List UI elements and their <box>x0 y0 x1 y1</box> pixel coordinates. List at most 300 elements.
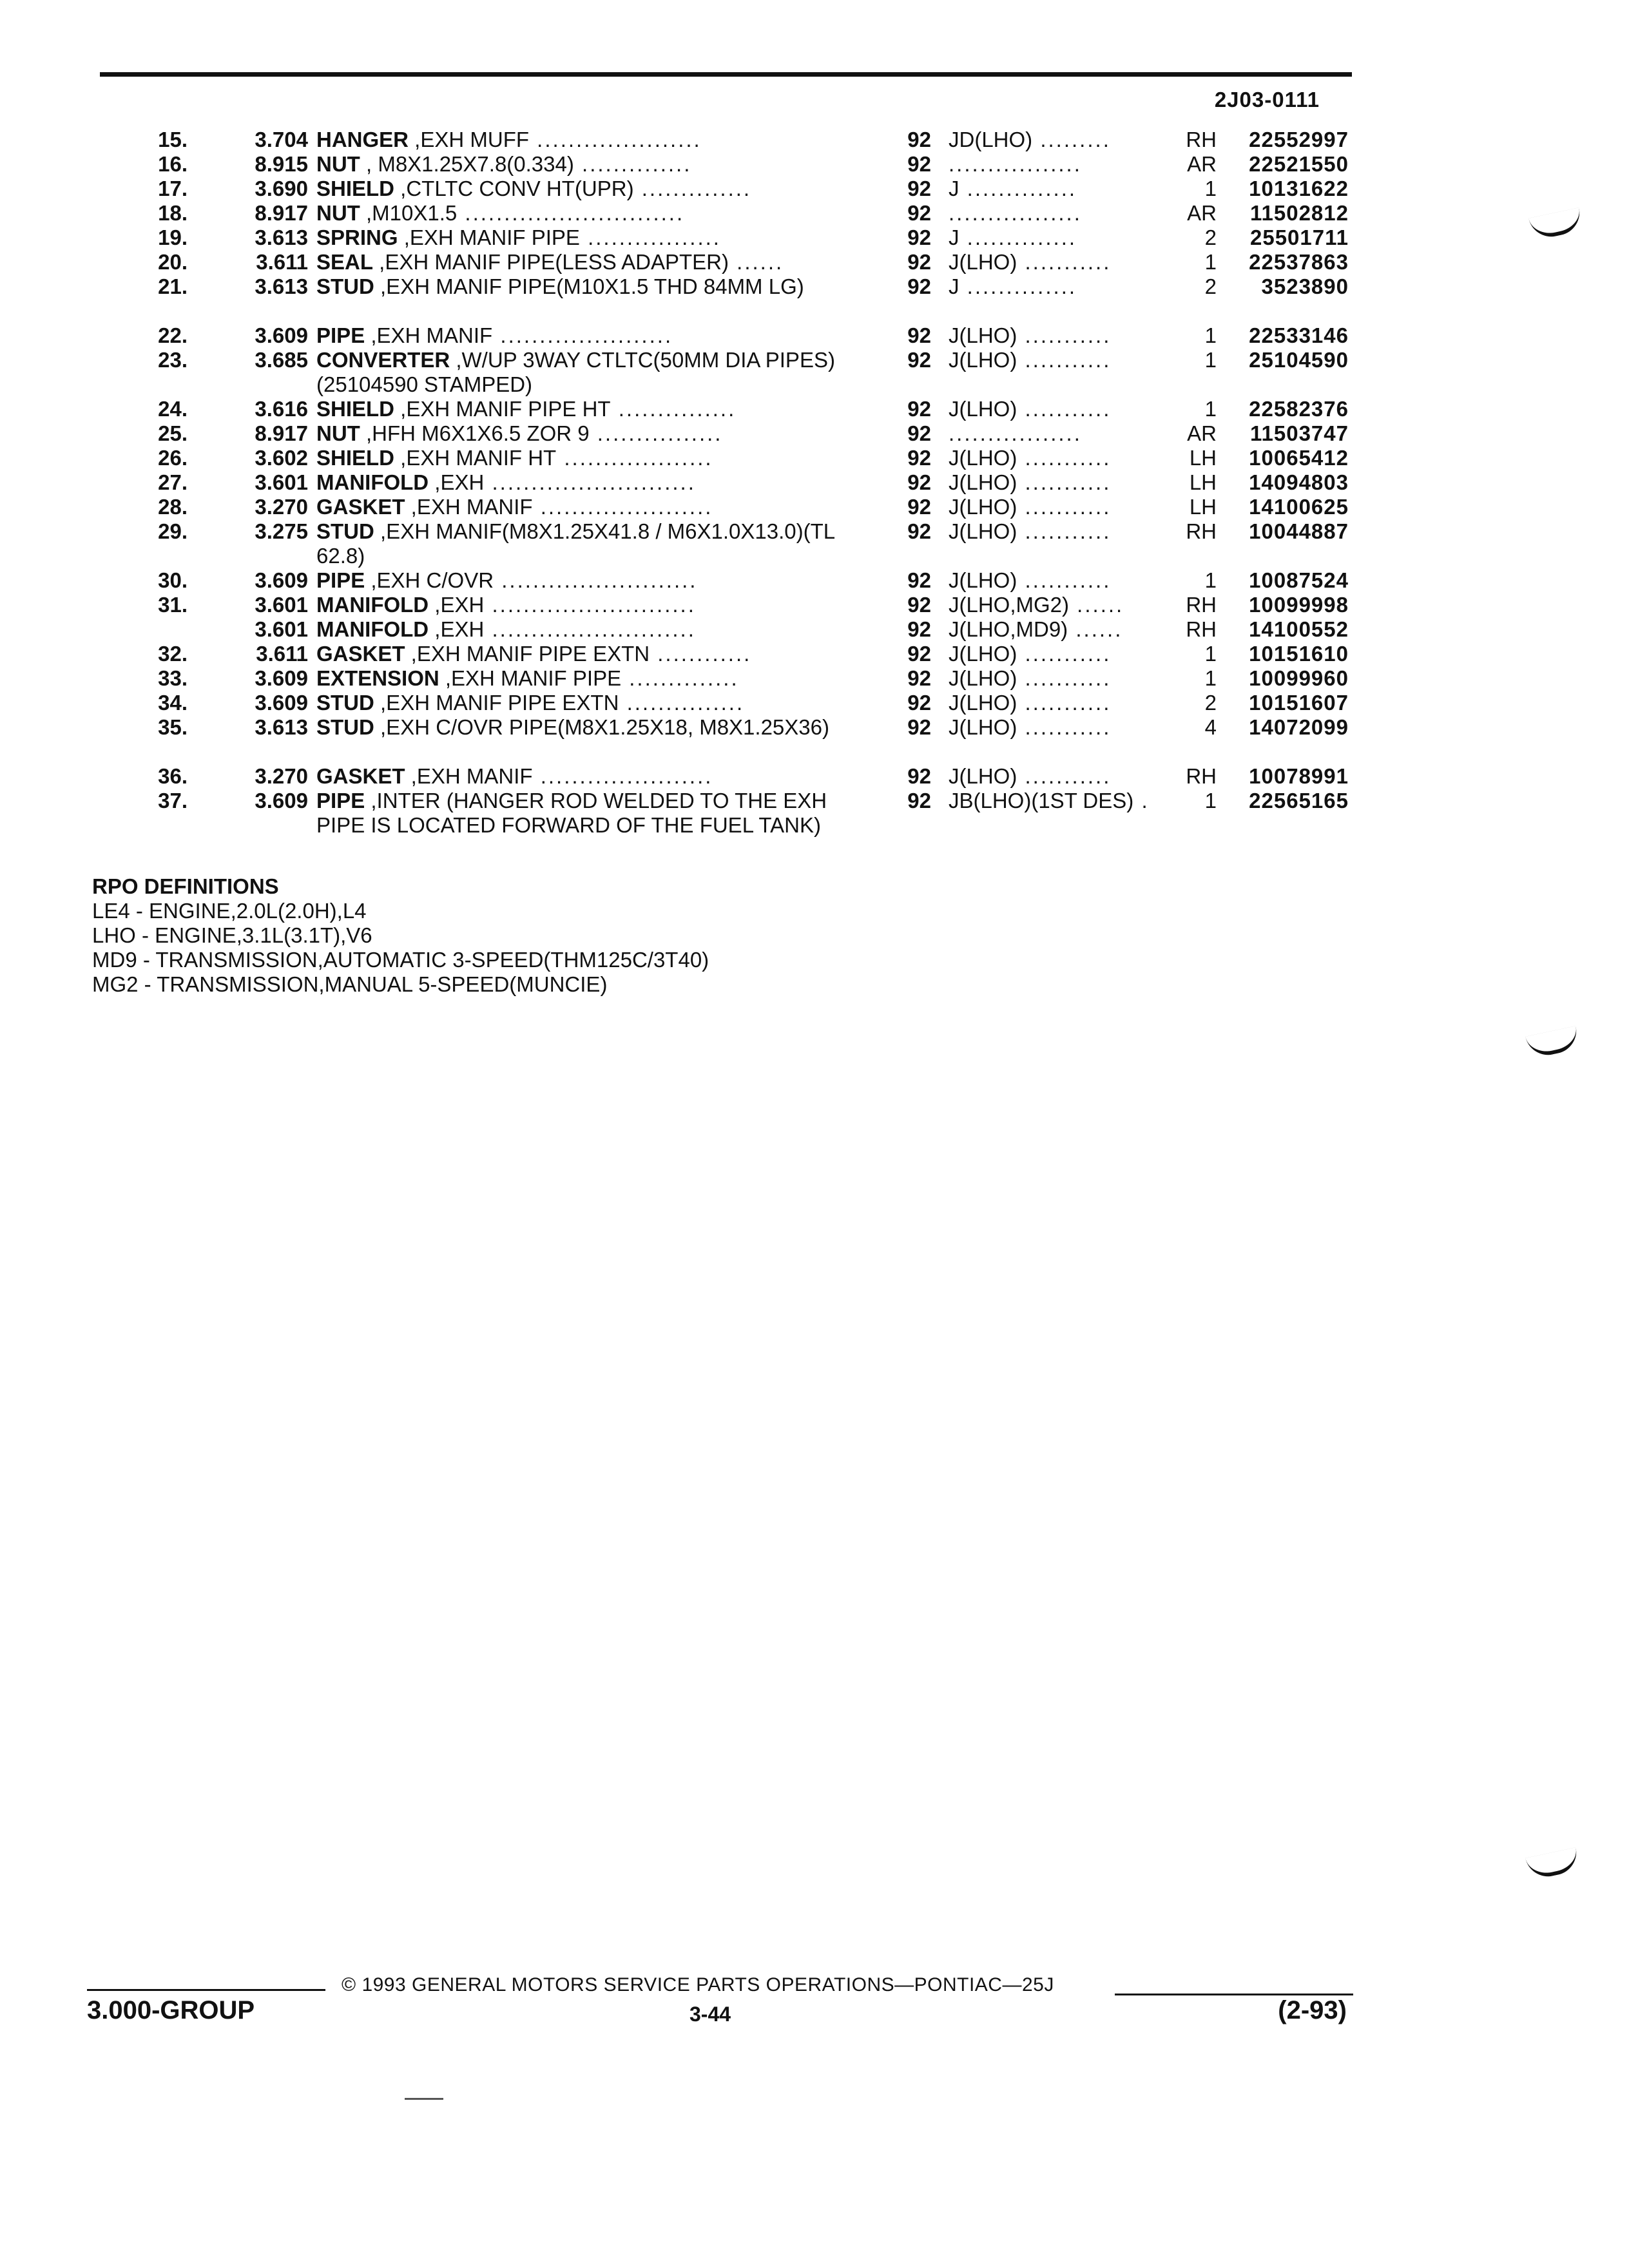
part-detail: ,EXH MANIF PIPE EXTN <box>374 691 619 715</box>
leader-dots: .............. <box>633 177 752 200</box>
part-description <box>316 421 845 446</box>
parts-row <box>0 617 1629 642</box>
part-detail: ,EXH MANIF HT <box>394 446 557 470</box>
item-number: 30. <box>158 568 188 592</box>
part-number: 14094803 <box>1249 470 1349 494</box>
usage-code <box>949 397 1168 421</box>
usage-code <box>949 152 1168 177</box>
quantity: 1 <box>1204 250 1217 274</box>
group-number: 3.270 <box>255 495 308 519</box>
part-description <box>316 495 845 519</box>
part-name: SHIELD <box>316 397 395 421</box>
usage-code <box>949 250 1168 274</box>
model-year: 92 <box>907 348 931 372</box>
parts-row <box>0 323 1629 348</box>
usage-text: J <box>949 226 959 249</box>
scan-speck <box>405 2098 443 2100</box>
model-year: 92 <box>907 568 931 592</box>
item-number: 16. <box>158 152 188 176</box>
group-number: 3.685 <box>255 348 308 372</box>
leader-dots: .......................... <box>484 593 696 617</box>
usage-code <box>949 666 1168 691</box>
part-description <box>316 691 845 715</box>
part-detail: ,EXH MUFF <box>409 128 530 151</box>
leader-dots: ...... <box>728 250 784 274</box>
group-number: 3.601 <box>255 593 308 617</box>
rpo-item: LHO - ENGINE,3.1L(3.1T),V6 <box>92 923 372 947</box>
copyright-notice: © 1993 GENERAL MOTORS SERVICE PARTS OPERATIONS—PONTIAC—25J <box>342 1974 1054 1995</box>
part-description <box>316 446 845 470</box>
part-number: 22565165 <box>1249 789 1349 812</box>
group-number: 3.609 <box>255 789 308 812</box>
quantity: 1 <box>1204 323 1217 347</box>
parts-row <box>0 250 1629 274</box>
quantity: RH <box>1186 764 1217 788</box>
part-description <box>316 323 845 348</box>
leader-dots: ................. <box>949 201 1082 225</box>
part-name: SEAL <box>316 250 374 274</box>
model-year: 92 <box>907 789 931 812</box>
leader-dots: ........... <box>1017 642 1112 666</box>
usage-code <box>949 764 1168 789</box>
parts-row <box>0 470 1629 495</box>
item-number: 15. <box>158 128 188 151</box>
part-name: STUD <box>316 519 374 543</box>
part-description <box>316 348 845 397</box>
parts-row <box>0 201 1629 226</box>
parts-row <box>0 789 1629 862</box>
leader-dots: ...................... <box>492 323 673 347</box>
quantity: RH <box>1186 519 1217 543</box>
leader-dots: .............. <box>959 226 1077 249</box>
usage-code <box>949 470 1168 495</box>
part-number: 10087524 <box>1249 568 1349 592</box>
usage-text: J(LHO) <box>949 642 1017 666</box>
leader-dots: ........... <box>1017 715 1112 739</box>
part-description <box>316 666 845 691</box>
model-year: 92 <box>907 764 931 788</box>
item-number: 19. <box>158 226 188 249</box>
part-name: GASKET <box>316 764 405 788</box>
usage-code <box>949 519 1168 544</box>
part-name: CONVERTER <box>316 348 450 372</box>
binding-hole-mark <box>1525 1847 1581 1881</box>
group-number: 3.613 <box>255 715 308 739</box>
part-number: 10044887 <box>1249 519 1349 543</box>
leader-dots: ............... <box>610 397 737 421</box>
item-number: 25. <box>158 421 188 445</box>
usage-text: J(LHO) <box>949 666 1017 690</box>
part-number: 14072099 <box>1249 715 1349 739</box>
part-detail: ,CTLTC CONV HT(UPR) <box>394 177 634 200</box>
part-number: 22537863 <box>1249 250 1349 274</box>
part-name: PIPE <box>316 568 365 592</box>
group-number: 3.601 <box>255 470 308 494</box>
quantity: RH <box>1186 617 1217 641</box>
usage-text: J(LHO) <box>949 470 1017 494</box>
rpo-heading: RPO DEFINITIONS <box>92 874 279 898</box>
part-number: 22552997 <box>1249 128 1349 151</box>
part-name: NUT <box>316 421 360 445</box>
model-year: 92 <box>907 152 931 176</box>
group-number: 3.609 <box>255 691 308 715</box>
item-number: 28. <box>158 495 188 519</box>
quantity: LH <box>1189 470 1217 494</box>
parts-row <box>0 691 1629 715</box>
part-detail: ,EXH MANIF PIPE HT <box>394 397 611 421</box>
leader-dots: ...................... <box>532 764 713 788</box>
part-name: EXTENSION <box>316 666 439 690</box>
leader-dots: ...... <box>1068 617 1123 641</box>
usage-code <box>949 691 1168 715</box>
parts-row <box>0 226 1629 250</box>
part-name: NUT <box>316 201 360 225</box>
footer-left-rule <box>87 1989 325 1991</box>
usage-text: J(LHO) <box>949 348 1017 372</box>
parts-row <box>0 348 1629 397</box>
usage-code <box>949 323 1168 348</box>
part-description <box>316 593 845 617</box>
parts-row <box>0 519 1629 568</box>
part-number: 10151607 <box>1249 691 1349 715</box>
group-number: 3.613 <box>255 274 308 298</box>
top-rule <box>100 72 1352 77</box>
part-number: 11503747 <box>1249 421 1349 445</box>
group-number: 3.601 <box>255 617 308 641</box>
quantity: LH <box>1189 446 1217 470</box>
parts-row <box>0 274 1629 323</box>
item-number: 27. <box>158 470 188 494</box>
model-year: 92 <box>907 519 931 543</box>
item-number: 29. <box>158 519 188 543</box>
part-detail: ,INTER (HANGER ROD WELDED TO THE EXH PIPE IS LOCATED FORWARD OF THE FUEL TANK) <box>316 789 827 837</box>
leader-dots: ........... <box>1017 666 1112 690</box>
quantity: 1 <box>1204 642 1217 666</box>
group-number: 3.270 <box>255 764 308 788</box>
group-number: 3.611 <box>256 250 308 274</box>
model-year: 92 <box>907 593 931 617</box>
item-number: 37. <box>158 789 188 812</box>
rpo-definitions <box>92 874 709 997</box>
group-number: 3.275 <box>255 519 308 543</box>
quantity: 1 <box>1204 568 1217 592</box>
group-number: 8.917 <box>255 421 308 445</box>
leader-dots: ................ <box>589 421 723 445</box>
group-number: 8.915 <box>255 152 308 176</box>
group-number: 8.917 <box>255 201 308 225</box>
group-label: 3.000-GROUP <box>87 1996 255 2024</box>
model-year: 92 <box>907 495 931 519</box>
leader-dots: .......................... <box>484 470 696 494</box>
binding-hole-mark <box>1525 1026 1581 1059</box>
part-detail: ,EXH MANIF PIPE(M10X1.5 THD 84MM LG) <box>374 274 804 298</box>
item-number: 20. <box>158 250 188 274</box>
quantity: 4 <box>1204 715 1217 739</box>
part-detail: ,EXH <box>429 593 485 617</box>
page-number: 3-44 <box>689 2003 731 2026</box>
usage-code <box>949 593 1168 617</box>
usage-code <box>949 789 1168 813</box>
rpo-item: MD9 - TRANSMISSION,AUTOMATIC 3-SPEED(THM125C/3T40) <box>92 948 709 972</box>
catalog-code: 2J03-0111 <box>1214 88 1320 111</box>
usage-text: J(LHO) <box>949 764 1017 788</box>
item-number: 34. <box>158 691 188 715</box>
usage-text: JB(LHO)(1ST DES) <box>949 789 1134 812</box>
leader-dots: .............. <box>959 274 1077 298</box>
group-number: 3.602 <box>255 446 308 470</box>
part-detail: ,HFH M6X1X6.5 ZOR 9 <box>360 421 590 445</box>
part-number: 11502812 <box>1249 201 1349 225</box>
part-name: NUT <box>316 152 360 176</box>
leader-dots: . <box>1133 789 1150 812</box>
part-detail: ,W/UP 3WAY CTLTC(50MM DIA PIPES)(25104590 STAMPED) <box>316 348 835 396</box>
usage-code <box>949 642 1168 666</box>
item-number: 18. <box>158 201 188 225</box>
leader-dots: .............. <box>621 666 739 690</box>
leader-dots: ........... <box>1017 519 1112 543</box>
part-description <box>316 397 845 421</box>
leader-dots: ........... <box>1017 250 1112 274</box>
parts-row <box>0 152 1629 177</box>
quantity: AR <box>1187 152 1217 176</box>
part-name: SHIELD <box>316 177 395 200</box>
part-number: 3523890 <box>1261 274 1349 298</box>
part-name: SPRING <box>316 226 398 249</box>
part-description <box>316 642 845 666</box>
parts-row <box>0 593 1629 617</box>
model-year: 92 <box>907 617 931 641</box>
part-number: 22582376 <box>1249 397 1349 421</box>
quantity: AR <box>1187 201 1217 225</box>
parts-list <box>0 128 1629 862</box>
part-name: STUD <box>316 274 374 298</box>
part-number: 14100625 <box>1249 495 1349 519</box>
leader-dots: ............................ <box>457 201 685 225</box>
leader-dots: ......... <box>1032 128 1111 151</box>
group-number: 3.704 <box>255 128 308 151</box>
part-detail: ,EXH MANIF PIPE <box>398 226 580 249</box>
leader-dots: .............. <box>574 152 692 176</box>
part-name: MANIFOLD <box>316 617 429 641</box>
part-description <box>316 250 845 274</box>
group-number: 3.609 <box>255 568 308 592</box>
part-detail: ,EXH <box>429 470 485 494</box>
item-number: 31. <box>158 593 188 617</box>
leader-dots: ..................... <box>529 128 702 151</box>
part-description <box>316 226 845 250</box>
usage-code <box>949 421 1168 446</box>
usage-text: JD(LHO) <box>949 128 1033 151</box>
model-year: 92 <box>907 274 931 298</box>
leader-dots: .............. <box>959 177 1077 200</box>
model-year: 92 <box>907 666 931 690</box>
part-detail: ,M10X1.5 <box>360 201 458 225</box>
item-number: 36. <box>158 764 188 788</box>
parts-row <box>0 642 1629 666</box>
model-year: 92 <box>907 226 931 249</box>
leader-dots: ........... <box>1017 348 1112 372</box>
parts-row <box>0 666 1629 691</box>
usage-text: J(LHO) <box>949 397 1017 421</box>
part-description <box>316 519 845 568</box>
leader-dots: ................. <box>579 226 721 249</box>
parts-row <box>0 715 1629 764</box>
part-number: 10078991 <box>1249 764 1349 788</box>
model-year: 92 <box>907 421 931 445</box>
part-description <box>316 617 845 642</box>
model-year: 92 <box>907 397 931 421</box>
part-description <box>316 201 845 226</box>
rpo-item: MG2 - TRANSMISSION,MANUAL 5-SPEED(MUNCIE) <box>92 972 608 996</box>
quantity: 1 <box>1204 789 1217 812</box>
model-year: 92 <box>907 691 931 715</box>
group-number: 3.611 <box>256 642 308 666</box>
group-number: 3.609 <box>255 666 308 690</box>
model-year: 92 <box>907 323 931 347</box>
quantity: 1 <box>1204 348 1217 372</box>
leader-dots: ........... <box>1017 568 1112 592</box>
part-number: 22521550 <box>1249 152 1349 176</box>
item-number: 23. <box>158 348 188 372</box>
part-number: 10099998 <box>1249 593 1349 617</box>
group-number: 3.609 <box>255 323 308 347</box>
model-year: 92 <box>907 470 931 494</box>
usage-text: J(LHO) <box>949 495 1017 519</box>
leader-dots: ........... <box>1017 323 1112 347</box>
part-name: PIPE <box>316 323 365 347</box>
part-name: HANGER <box>316 128 409 151</box>
revision-date: (2-93) <box>1278 1996 1347 2024</box>
parts-row <box>0 568 1629 593</box>
part-description <box>316 789 845 838</box>
usage-text: J(LHO) <box>949 715 1017 739</box>
item-number: 17. <box>158 177 188 200</box>
leader-dots: ...................... <box>532 495 713 519</box>
quantity: 1 <box>1204 397 1217 421</box>
leader-dots: ................. <box>949 152 1082 176</box>
quantity: AR <box>1187 421 1217 445</box>
item-number: 33. <box>158 666 188 690</box>
part-name: PIPE <box>316 789 365 812</box>
part-number: 25104590 <box>1249 348 1349 372</box>
model-year: 92 <box>907 715 931 739</box>
quantity: 1 <box>1204 177 1217 200</box>
part-detail: ,EXH MANIF PIPE EXTN <box>405 642 650 666</box>
model-year: 92 <box>907 128 931 151</box>
usage-code <box>949 201 1168 226</box>
part-description <box>316 715 845 740</box>
part-number: 10151610 <box>1249 642 1349 666</box>
quantity: 2 <box>1204 691 1217 715</box>
usage-code <box>949 715 1168 740</box>
usage-code <box>949 446 1168 470</box>
usage-code <box>949 495 1168 519</box>
item-number: 32. <box>158 642 188 666</box>
part-detail: ,EXH MANIF <box>365 323 493 347</box>
parts-row <box>0 764 1629 789</box>
parts-row <box>0 128 1629 152</box>
part-name: SHIELD <box>316 446 395 470</box>
part-description <box>316 568 845 593</box>
item-number: 26. <box>158 446 188 470</box>
item-number: 24. <box>158 397 188 421</box>
usage-text: J(LHO) <box>949 691 1017 715</box>
part-detail: ,EXH MANIF PIPE(LESS ADAPTER) <box>373 250 729 274</box>
model-year: 92 <box>907 177 931 200</box>
leader-dots: ................... <box>556 446 713 470</box>
model-year: 92 <box>907 201 931 225</box>
quantity: 2 <box>1204 226 1217 249</box>
part-name: STUD <box>316 715 374 739</box>
quantity: RH <box>1186 128 1217 151</box>
model-year: 92 <box>907 250 931 274</box>
leader-dots: ........... <box>1017 495 1112 519</box>
part-number: 10065412 <box>1249 446 1349 470</box>
usage-code <box>949 128 1168 152</box>
item-number: 21. <box>158 274 188 298</box>
group-number: 3.690 <box>255 177 308 200</box>
usage-text: J(LHO) <box>949 446 1017 470</box>
part-number: 14100552 <box>1249 617 1349 641</box>
group-number: 3.613 <box>255 226 308 249</box>
leader-dots: ............... <box>619 691 745 715</box>
part-description <box>316 128 845 152</box>
usage-code <box>949 226 1168 250</box>
group-number: 3.616 <box>255 397 308 421</box>
item-number: 35. <box>158 715 188 739</box>
usage-text: J <box>949 274 959 298</box>
part-name: MANIFOLD <box>316 470 429 494</box>
part-description <box>316 152 845 177</box>
part-description <box>316 274 845 299</box>
footer-right-rule <box>1115 1994 1353 1995</box>
parts-row <box>0 446 1629 470</box>
usage-code <box>949 177 1168 201</box>
quantity: RH <box>1186 593 1217 617</box>
usage-text: J(LHO,MG2) <box>949 593 1070 617</box>
usage-text: J(LHO) <box>949 568 1017 592</box>
part-detail: ,EXH C/OVR <box>365 568 494 592</box>
leader-dots: ........... <box>1017 764 1112 788</box>
part-name: MANIFOLD <box>316 593 429 617</box>
part-number: 25501711 <box>1249 226 1349 249</box>
part-description <box>316 177 845 201</box>
parts-row <box>0 177 1629 201</box>
part-name: STUD <box>316 691 374 715</box>
part-number: 10131622 <box>1249 177 1349 200</box>
usage-text: J(LHO,MD9) <box>949 617 1068 641</box>
item-number: 22. <box>158 323 188 347</box>
part-number: 22533146 <box>1249 323 1349 347</box>
leader-dots: ...... <box>1069 593 1124 617</box>
part-detail: ,EXH <box>429 617 485 641</box>
quantity: LH <box>1189 495 1217 519</box>
usage-text: J(LHO) <box>949 323 1017 347</box>
model-year: 92 <box>907 642 931 666</box>
leader-dots: ........... <box>1017 691 1112 715</box>
part-detail: ,EXH MANIF PIPE <box>439 666 622 690</box>
quantity: 2 <box>1204 274 1217 298</box>
leader-dots: ........... <box>1017 470 1112 494</box>
usage-text: J(LHO) <box>949 519 1017 543</box>
leader-dots: ........... <box>1017 446 1112 470</box>
part-detail: , M8X1.25X7.8(0.334) <box>360 152 574 176</box>
parts-row <box>0 495 1629 519</box>
usage-code <box>949 568 1168 593</box>
part-description <box>316 470 845 495</box>
part-detail: ,EXH MANIF <box>405 764 533 788</box>
usage-code <box>949 348 1168 372</box>
